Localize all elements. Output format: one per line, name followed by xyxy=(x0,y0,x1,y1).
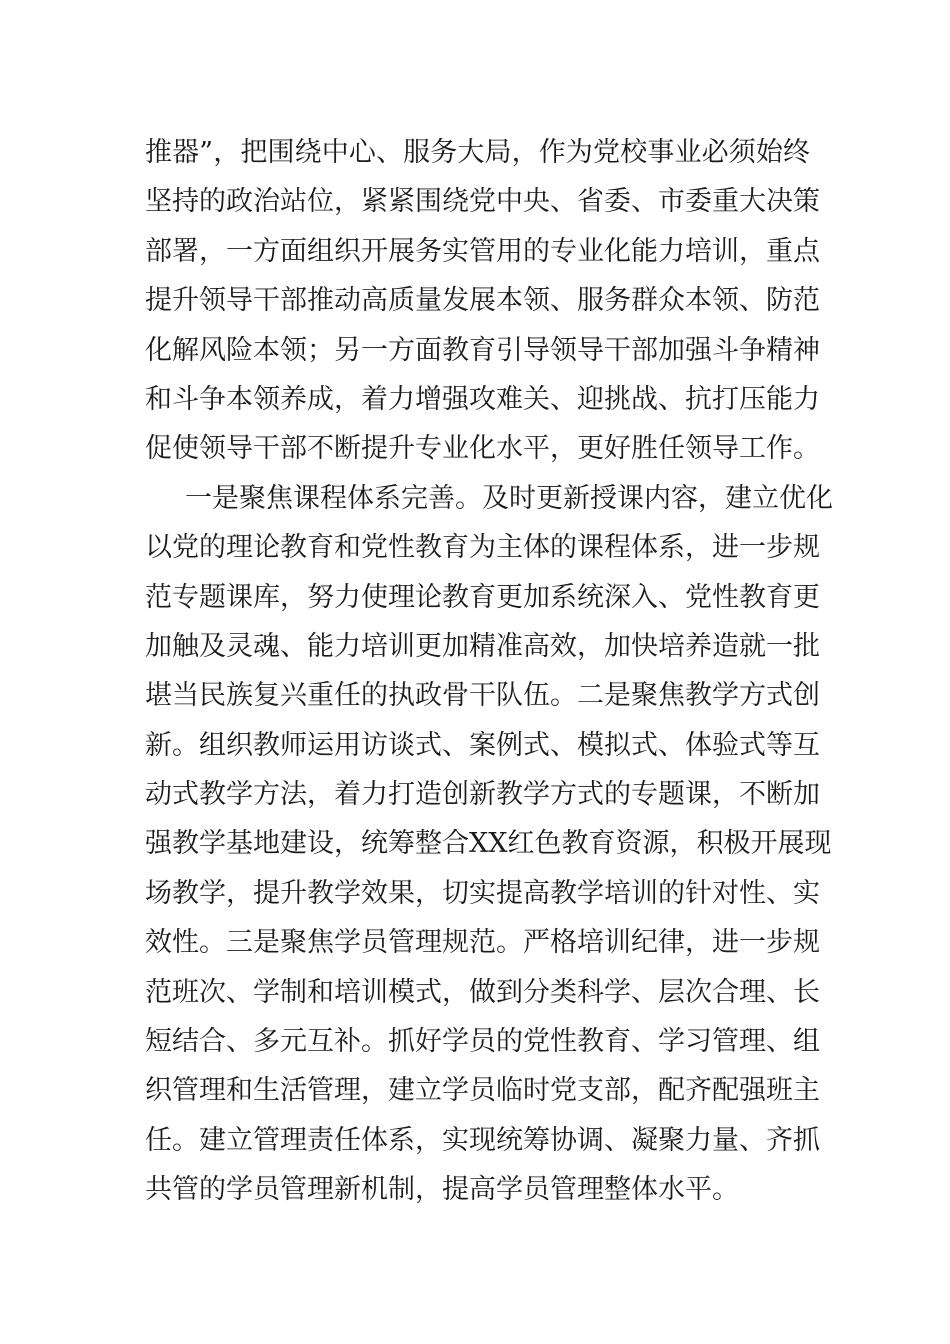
text-line: 促使领导干部不断提升专业化水平，更好胜任领导工作。 xyxy=(145,433,820,465)
text-line: 动式教学方法，着力打造创新教学方式的专题课，不断加 xyxy=(145,779,820,811)
paragraph-1 xyxy=(145,128,820,474)
text-line: 推器”，把围绕中心、服务大局，作为党校事业必须始终 xyxy=(145,137,810,168)
text-line: 新。组织教师运用访谈式、案例式、模拟式、体验式等互 xyxy=(145,729,820,761)
text-line: 以党的理论教育和党性教育为主体的课程体系，进一步规 xyxy=(145,532,820,564)
text-line: 织管理和生活管理，建立学员临时党支部，配齐配强班主 xyxy=(145,1075,820,1107)
text-line: 坚持的政治站位，紧紧围绕党中央、省委、市委重大决策 xyxy=(145,186,820,218)
text-line: 提升领导干部推动高质量发展本领、服务群众本领、防范 xyxy=(145,285,820,317)
text-line: 范班次、学制和培训模式，做到分类科学、层次合理、长 xyxy=(145,976,820,1008)
text-line: 化解风险本领；另一方面教育引导领导干部加强斗争精神 xyxy=(145,334,820,366)
text-line: 部署，一方面组织开展务实管用的专业化能力培训，重点 xyxy=(145,235,820,267)
text-line: 共管的学员管理新机制，提高学员管理整体水平。 xyxy=(145,1174,739,1206)
text-line: 强教学基地建设，统筹整合XX红色教育资源，积极开展现 xyxy=(145,828,832,860)
text-line: 范专题课库，努力使理论教育更加系统深入、党性教育更 xyxy=(145,581,820,613)
body-text xyxy=(145,128,833,1215)
paragraph-2 xyxy=(145,474,833,1215)
text-line: 一是聚焦课程体系完善。及时更新授课内容，建立优化 xyxy=(185,482,833,514)
text-line: 任。建立管理责任体系，实现统筹协调、凝聚力量、齐抓 xyxy=(145,1124,820,1156)
text-line: 堪当民族复兴重任的执政骨干队伍。二是聚焦教学方式创 xyxy=(145,680,820,712)
text-line: 场教学，提升教学效果，切实提高教学培训的针对性、实 xyxy=(145,877,820,909)
text-line: 效性。三是聚焦学员管理规范。严格培训纪律，进一步规 xyxy=(145,927,820,959)
text-line: 加触及灵魂、能力培训更加精准高效，加快培养造就一批 xyxy=(145,630,820,662)
text-line: 短结合、多元互补。抓好学员的党性教育、学习管理、组 xyxy=(145,1026,820,1058)
text-line: 和斗争本领养成，着力增强攻难关、迎挑战、抗打压能力 xyxy=(145,383,820,415)
